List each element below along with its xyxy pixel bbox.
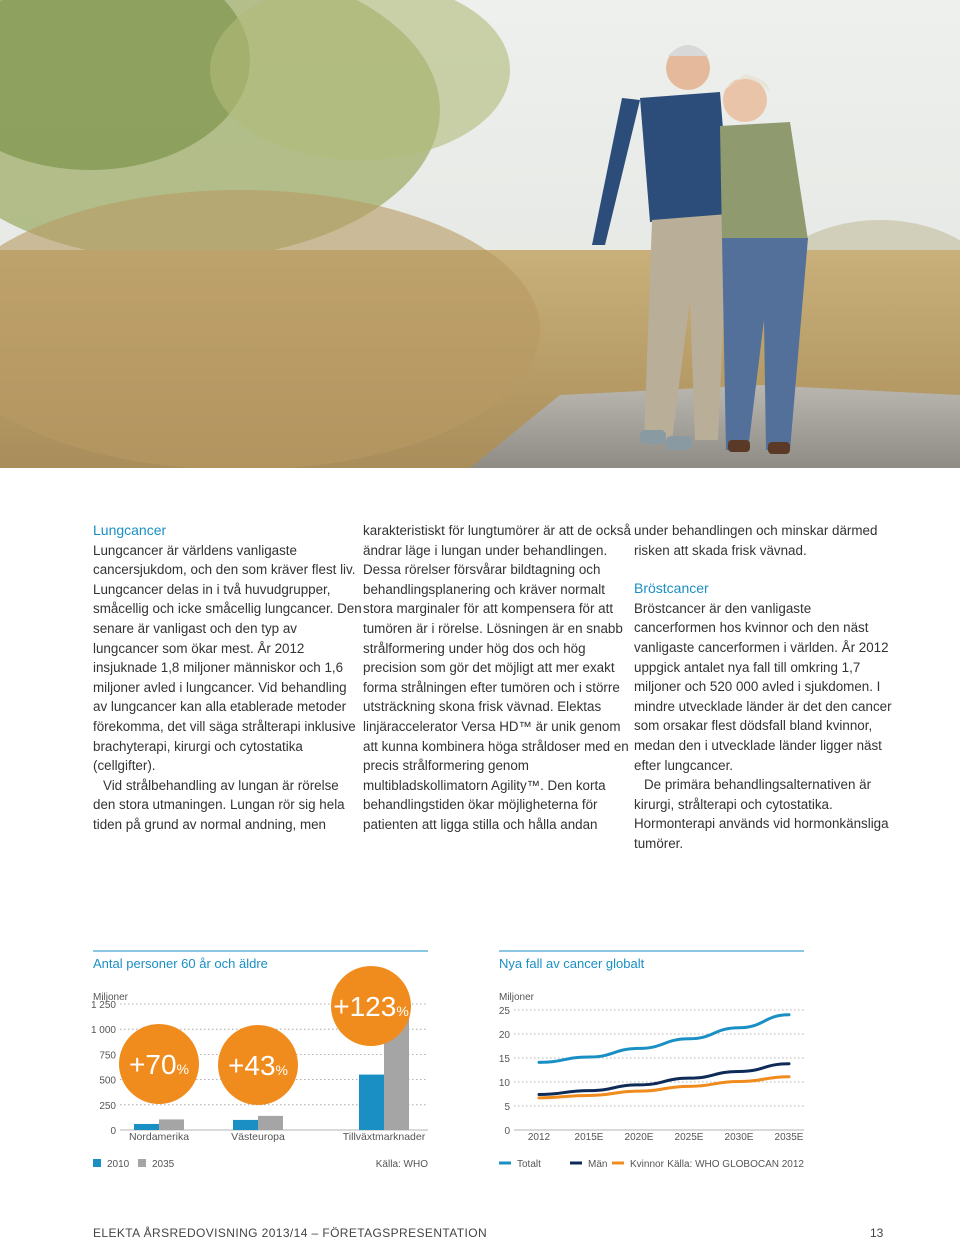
y-axis-label: Miljoner — [499, 992, 535, 1003]
bar-2035 — [258, 1116, 283, 1130]
y-tick-label: 0 — [110, 1126, 116, 1137]
footer-title: ELEKTA ÅRSREDOVISNING 2013/14 – FÖRETAGSPRESENTATION — [93, 1226, 488, 1240]
chart-title: Nya fall av cancer globalt — [499, 956, 645, 971]
y-axis-label: Miljoner — [93, 992, 129, 1003]
y-tick-label: 15 — [498, 1054, 510, 1065]
y-tick-label: 500 — [99, 1075, 116, 1087]
paragraph: Bröstcancer är den vanligaste cancerformen hos kvinnor och den näst vanligaste cancerformen i världen. År 2012 uppgick antalet nya fall till omkring 1,7 miljoner och 520 000 avled i sjukdomen. I mindre utvecklade länder är det den cancer som orsakar flest dödsfall bland kvinnor, medan den i utvecklade länder ligger näst efter lungcancer. — [634, 600, 892, 773]
bar-2010 — [134, 1124, 159, 1130]
annotation-label: +123% — [333, 991, 409, 1022]
legend-swatch — [93, 1159, 101, 1167]
hero-photo — [0, 0, 960, 468]
paragraph: De primära behandlingsalternativen är kirurgi, strålterapi och cytostatika. Hormonterapi används vid hormonkänsliga tumörer. — [634, 777, 889, 851]
y-tick-label: 750 — [99, 1050, 116, 1062]
section-heading-lungcancer: Lungcancer — [93, 522, 167, 538]
hero-photo-graphic — [0, 0, 960, 468]
section-heading-brostcancer: Bröstcancer — [634, 580, 709, 597]
y-tick-label: 5 — [504, 1102, 510, 1113]
y-tick-label: 0 — [504, 1126, 510, 1137]
chart-new-cancer-cases — [494, 948, 814, 1183]
y-tick-label: 25 — [498, 1006, 510, 1017]
x-tick-label: Västeuropa — [231, 1131, 285, 1143]
column-brostcancer — [634, 521, 894, 854]
series-line-Totalt — [539, 1015, 789, 1063]
paragraph: under behandlingen och minskar därmed risken att skada frisk vävnad. — [634, 523, 878, 558]
legend-label: Kvinnor — [630, 1159, 664, 1170]
source-label: Källa: WHO — [375, 1159, 428, 1170]
y-tick-label: 1 250 — [90, 1000, 116, 1011]
x-tick-label: 2025E — [674, 1132, 704, 1143]
legend-label: Män — [588, 1159, 608, 1170]
line-chart — [494, 948, 814, 1178]
x-tick-label: 2030E — [724, 1132, 754, 1143]
paragraph: Lungcancer är världens vanligaste cancersjukdom, och den som kräver flest liv. Lungcancer delas in i två huvudgrupper, småcellig och icke småcellig lungcancer. Den senare är vanligast och den typ av lungcancer som ökar mest. År 2012 insjuknade 1,8 miljoner människor och 1,6 miljoner avled i lungcancer. Vid behandling av lungcancer kan alla etablerade metoder förekomma, det vill säga strålterapi inklusive brachyterapi, kirurgi och cytostatika (cellgifter). — [93, 542, 362, 774]
column-lungcancer — [93, 521, 363, 835]
y-tick-label: 10 — [498, 1078, 510, 1089]
legend-label: 2010 — [107, 1159, 130, 1170]
annotation-label: +70% — [129, 1049, 189, 1080]
legend-label: 2035 — [152, 1159, 175, 1170]
x-tick-label: 2035E — [774, 1132, 804, 1143]
paragraph: Vid strålbehandling av lungan är rörelse den stora utmaningen. Lungan rör sig hela tiden på grund av normal andning, men — [93, 777, 345, 832]
y-tick-label: 1 000 — [90, 1025, 116, 1037]
bar-chart — [88, 948, 433, 1178]
legend-label: Totalt — [517, 1159, 541, 1170]
legend-swatch — [138, 1159, 146, 1167]
paragraph: karakteristiskt för lungtumörer är att de också ändrar läge i lungan under behandlingen. Dessa rörelser försvårar bildtagning och behandlingsplanering och kräver normalt stora marginaler för att kompensera för att tumören är i rörelse. Lösningen är en snabb strålformering under hög dos och hög precision som gör det möjligt att mer exakt forma strålningen efter tumören och i större utsträckning skona frisk vävnad. Elektas linjäraccelerator Versa HD™ är unik genom att kunna kombinera höga stråldoser med en precis strålformering genom multibladskollimatorn Agility™. Den korta behandlingstiden ökar möjligheterna för patienten att ligga stilla och hålla andan — [363, 523, 631, 832]
chart-population-60-plus — [88, 948, 433, 1183]
x-tick-label: 2020E — [624, 1132, 654, 1143]
annotation-label: +43% — [228, 1050, 288, 1081]
x-tick-label: 2015E — [574, 1132, 604, 1143]
x-tick-label: Tillväxtmarknader — [342, 1131, 426, 1143]
bar-2010 — [359, 1075, 384, 1130]
bar-2035 — [159, 1119, 184, 1130]
page-number: 13 — [870, 1226, 884, 1240]
bar-2010 — [233, 1120, 258, 1130]
x-tick-label: 2012 — [527, 1132, 551, 1143]
column-lungcancer-continued — [363, 521, 633, 835]
source-label: Källa: WHO GLOBOCAN 2012 — [667, 1159, 804, 1170]
y-tick-label: 20 — [498, 1030, 510, 1041]
y-tick-label: 250 — [99, 1100, 116, 1112]
x-tick-label: Nordamerika — [128, 1131, 190, 1143]
chart-title: Antal personer 60 år och äldre — [93, 956, 268, 971]
series-line-Kvinnor — [539, 1077, 789, 1098]
